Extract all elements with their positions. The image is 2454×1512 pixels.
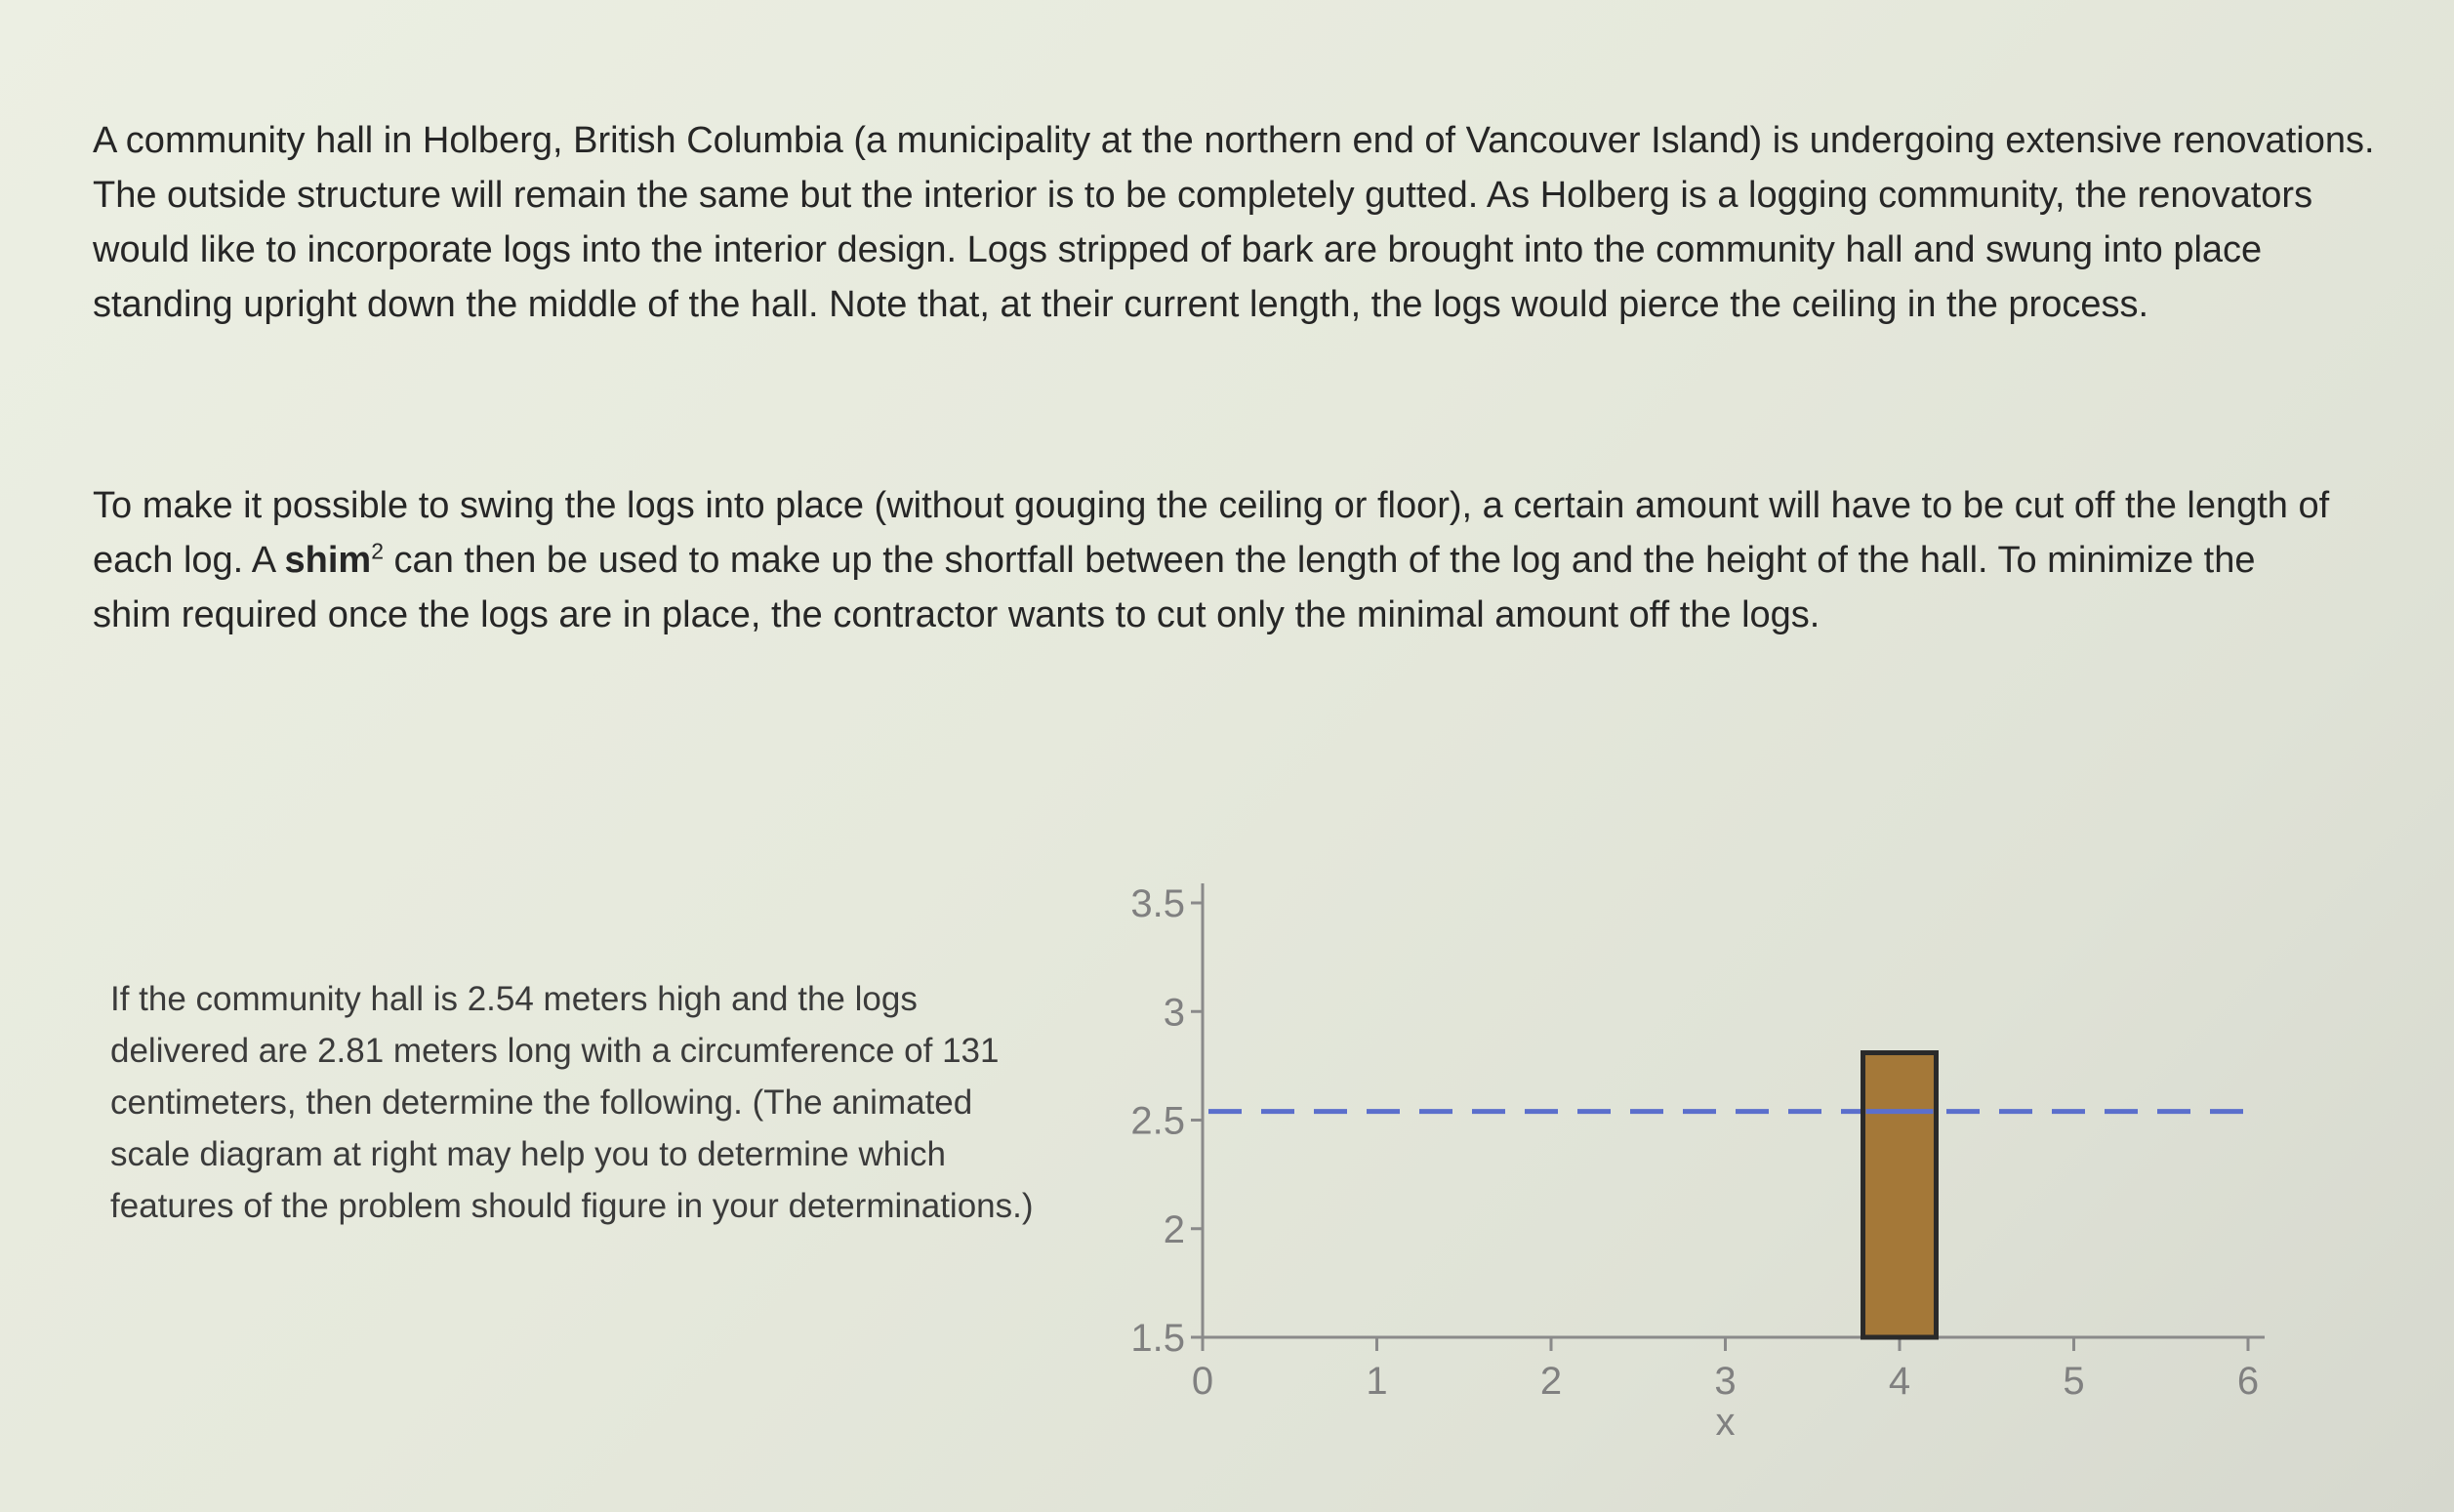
- y-tick-label: 1.5: [1130, 1317, 1185, 1360]
- x-tick-label: 1: [1366, 1360, 1388, 1403]
- shim-term: shim: [284, 540, 372, 581]
- y-tick-label: 3: [1163, 991, 1185, 1035]
- x-tick-label: 5: [2063, 1360, 2085, 1403]
- shim-footnote-marker[interactable]: 2: [371, 538, 384, 564]
- problem-paragraph-1: A community hall in Holberg, British Columbia (a municipality at the northern end of Vancouver Island) is undergoing extensive renovations. The outside structure will remain the same but the interior is to be completely gutted. As Holberg is a logging community, the renovators would like to incorporate logs into the interior design. Logs stripped of bark are brought into the community hall and swung into place standing upright down the middle of the hall. Note that, at their current length, the logs would pierce the ceiling in the process.: [93, 120, 2375, 325]
- y-tick-label: 2: [1163, 1207, 1185, 1251]
- x-tick-label: 2: [1539, 1360, 1563, 1403]
- y-axis-ticks: [1130, 882, 1203, 1360]
- question-prompt: If the community hall is 2.54 meters high and the logs delivered are 2.81 meters long with a circumference of 131 centimeters, then determine the following. (The animated scale diagram at right may help you to determine which features of the problem should figure in your determinations.): [110, 980, 1034, 1225]
- y-tick-label: 3.5: [1130, 882, 1185, 925]
- log-bar[interactable]: [1863, 1053, 1937, 1337]
- x-axis-label: x: [1715, 1401, 1736, 1444]
- x-tick-label: 3: [1714, 1360, 1737, 1403]
- scale-diagram: [1093, 874, 2401, 1459]
- paragraph-2-before: To make it possible to swing the logs into place (without gouging the ceiling or floor), a certain amount will have to be cut off the length of each log. A: [93, 485, 2330, 581]
- x-tick-label: 0: [1191, 1360, 1214, 1403]
- paragraph-2-after: can then be used to make up the shortfall between the length of the log and the height of the hall. To minimize the shim required once the logs are in place, the contractor wants to cut only the minimal amount off the logs.: [93, 540, 2256, 635]
- x-tick-label: 6: [2236, 1360, 2260, 1403]
- problem-paragraph-2: [93, 478, 2338, 642]
- x-axis-ticks: [1192, 1337, 2259, 1403]
- y-tick-label: 2.5: [1130, 1099, 1185, 1143]
- x-tick-label: 4: [1888, 1360, 1911, 1403]
